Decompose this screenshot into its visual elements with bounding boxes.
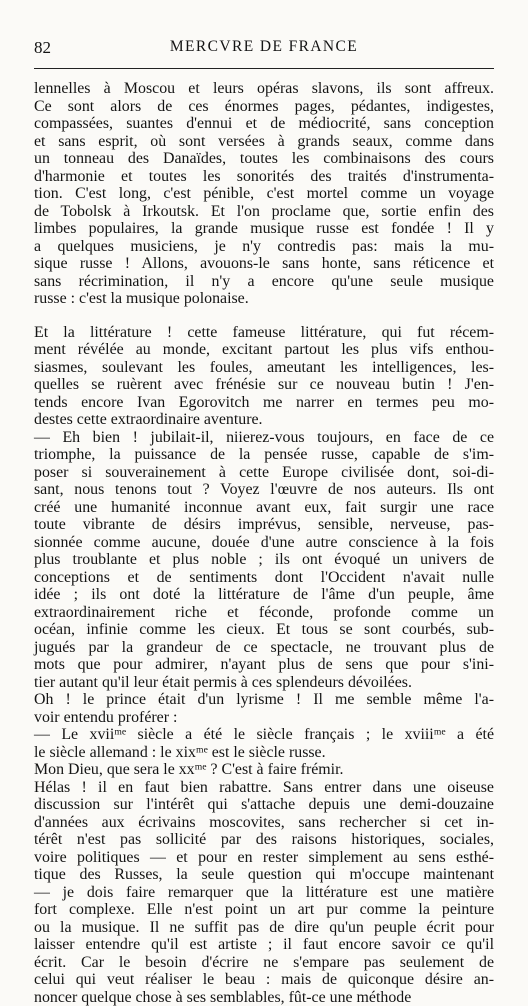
text-line: écrit. Car le besoin d'écrire ne s'empare pas seulement de [34, 954, 494, 972]
text-line: — Le xviiᵐᵉ siècle a été le siècle français ; le xviiiᵐᵉ a été [34, 726, 494, 744]
text-line: — je dois faire remarquer que la littérature est une matière [34, 884, 494, 902]
text-line: fort complexe. Elle n'est point un art pur comme la peinture [34, 901, 494, 919]
text-line: Et la littérature ! cette fameuse littérature, qui fut récem- [34, 324, 494, 342]
text-line: Mon Dieu, que sera le xxᵐᵉ ? C'est à faire frémir. [34, 761, 494, 779]
paragraph [34, 726, 494, 761]
text-line: toute vibrante de désirs imprévus, sensible, nerveuse, pas- [34, 516, 494, 534]
text-line: tique des Russes, la seule question qui m'occupe maintenant [34, 866, 494, 884]
text-line: créé une humanité inconnue avant eux, fait surgir une race [34, 499, 494, 517]
paragraph [34, 691, 494, 726]
paragraph [34, 779, 494, 1006]
text-line: limbes populaires, la grande musique russe est fondée ! Il y [34, 220, 494, 238]
text-line: un tonneau des Danaïdes, toutes les combinaisons des cours [34, 150, 494, 168]
header-rule [34, 68, 494, 69]
page-number: 82 [34, 38, 51, 58]
text-line: et sans esprit, où sont versées à grands seaux, comme dans [34, 133, 494, 151]
text-line: voire politiques — et pour en rester simplement au sens esthé- [34, 849, 494, 867]
paragraph [34, 429, 494, 692]
text-line: destes cette extraordinaire aventure. [34, 411, 494, 429]
text-line: noncer quelque chose à ses semblables, fût-ce une méthode [34, 989, 494, 1006]
text-line: triomphe, la puissance de la pensée russe, capable de s'im- [34, 446, 494, 464]
text-line: sique russe ! Allons, avouons-le sans honte, sans réticence et [34, 255, 494, 273]
text-line: Ce sont alors de ces énormes pages, pédantes, indigestes, [34, 98, 494, 116]
text-line: sans récrimination, il n'y a encore qu'une seule musique [34, 273, 494, 291]
text-line: tends encore Ivan Egorovitch me narrer en termes peu mo- [34, 394, 494, 412]
body-text [34, 80, 494, 1006]
text-line: celui qui veut réaliser le beau : mais de quiconque désire an- [34, 971, 494, 989]
paragraph [34, 80, 494, 308]
page-header [34, 38, 494, 60]
text-line: conceptions et de sentiments dont l'Occident n'avait nulle [34, 569, 494, 587]
text-line: tier autant qu'il leur était permis à ces splendeurs dévoilées. [34, 674, 494, 692]
text-line: tion. C'est long, c'est pénible, c'est mortel comme un voyage [34, 185, 494, 203]
text-line: Hélas ! il en faut bien rabattre. Sans entrer dans une oiseuse [34, 779, 494, 797]
text-line: poser si souverainement à cette Europe civilisée dont, soi-di- [34, 464, 494, 482]
text-line: ment révélée au monde, excitant partout les plus vifs enthou- [34, 341, 494, 359]
paragraph [34, 761, 494, 779]
text-line: ou la musique. Il ne suffit pas de dire qu'un peuple écrit pour [34, 919, 494, 937]
text-line: de Tobolsk à Irkoutsk. Et l'on proclame que, sortie enfin des [34, 203, 494, 221]
text-line: mots que pour admirer, n'ayant plus de sens que pour s'ini- [34, 656, 494, 674]
running-title: MERCVRE DE FRANCE [34, 38, 494, 56]
text-line: plus troublante et plus noble ; ils ont évoqué un univers de [34, 551, 494, 569]
text-line: le siècle allemand : le xixᵐᵉ est le siècle russe. [34, 744, 494, 762]
text-line: lennelles à Moscou et leurs opéras slavons, ils sont affreux. [34, 80, 494, 98]
text-line: quelles se ruèrent avec frénésie sur ce nouveau butin ! J'en- [34, 376, 494, 394]
text-line: Oh ! le prince était d'un lyrisme ! Il me semble même l'a- [34, 691, 494, 709]
text-line: compassées, suantes d'ennui et de médiocrité, sans conception [34, 115, 494, 133]
text-line: océan, infinie comme les cieux. Et tous se sont courbés, sub- [34, 621, 494, 639]
text-line: sionnée comme aucune, douée d'une autre conscience à la fois [34, 534, 494, 552]
text-line: d'harmonie et toutes les sonorités des traités d'instrumenta- [34, 168, 494, 186]
text-line: laisser entendre qu'il est artiste ; il faut encore savoir ce qu'il [34, 936, 494, 954]
paragraph-gap [34, 308, 494, 324]
text-line: voir entendu proférer : [34, 709, 494, 727]
text-line: a quelques musiciens, je n'y contredis pas: mais la mu- [34, 238, 494, 256]
text-line: d'années aux écrivains moscovites, sans rechercher si cet in- [34, 814, 494, 832]
paragraph [34, 324, 494, 429]
text-line: — Eh bien ! jubilait-il, niierez-vous toujours, en face de ce [34, 429, 494, 447]
text-line: térêt n'est pas sollicité par des raisons historiques, sociales, [34, 831, 494, 849]
text-line: siasmes, soulevant les foules, ameutant les intelligences, les- [34, 359, 494, 377]
text-line: idée ; ils ont doté la littérature de l'âme d'un peuple, âme [34, 586, 494, 604]
text-line: extraordinairement riche et féconde, profonde comme un [34, 604, 494, 622]
text-line: sant, nous tenons tout ? Voyez l'œuvre de nos auteurs. Ils ont [34, 481, 494, 499]
text-line: jugués par la grandeur de ce spectacle, ne trouvant plus de [34, 639, 494, 657]
text-line: discussion sur l'intérêt qui s'attache depuis une demi-douzaine [34, 796, 494, 814]
text-line: russe : c'est la musique polonaise. [34, 290, 494, 308]
